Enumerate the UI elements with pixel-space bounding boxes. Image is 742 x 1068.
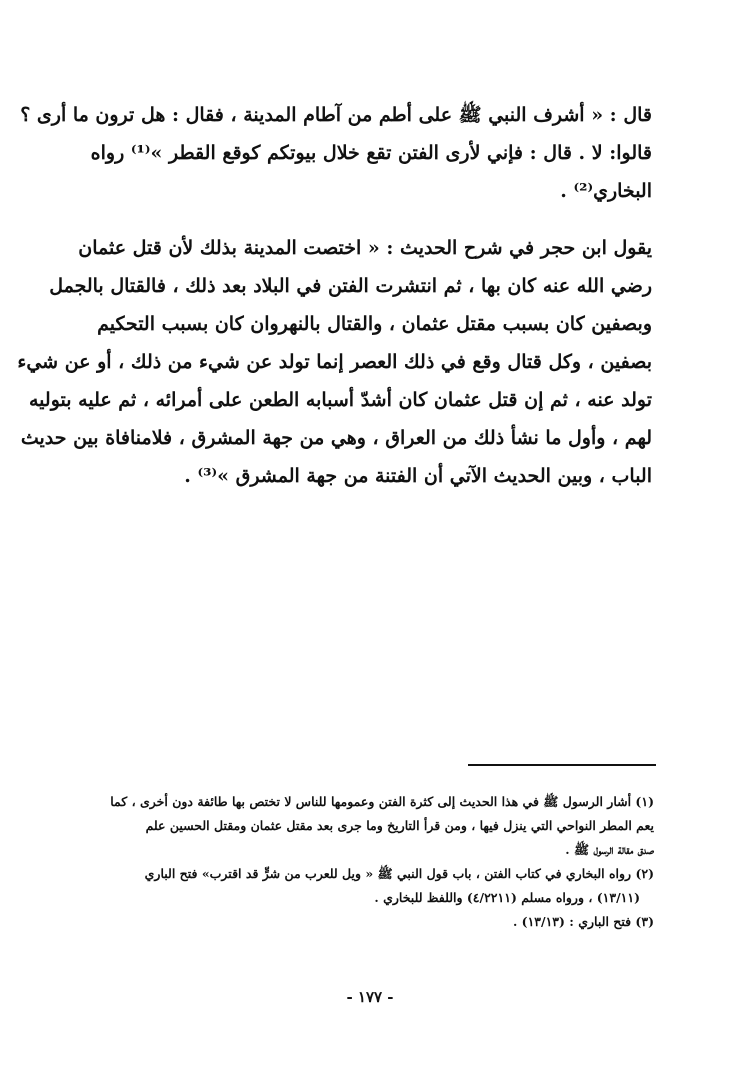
text-line: وبصفين كان بسبب مقتل عثمان ، والقتال بالنهروان كان بسبب التحكيم [97, 313, 652, 335]
paragraph-ibn-hajar-commentary [17, 229, 652, 495]
text-line: الباب ، وبين الحديث الآتي أن الفتنة من جهة المشرق »⁽³⁾ . [184, 465, 652, 487]
footnote-line: (١٣/١١) ، ورواه مسلم (٤/٢٢١١) واللفظ للبخاري . [374, 890, 640, 905]
footnote-line: صدق مقالة الرسول ﷺ . [565, 842, 654, 857]
text-line: يقول ابن حجر في شرح الحديث : « اختصت المدينة بذلك لأن قتل عثمان [78, 237, 652, 259]
footnote-line: يعم المطر النواحي التي ينزل فيها ، ومن قرأ التاريخ وما جرى بعد مقتل عثمان ومقتل الحسين علم [145, 818, 654, 833]
text-line: قالوا: لا . قال : فإني لأرى الفتن تقع خلال بيوتكم كوقع القطر »⁽¹⁾ رواه [90, 142, 652, 164]
text-line: البخاري⁽²⁾ . [560, 180, 652, 202]
text-line: قال : « أشرف النبي ﷺ على أطم من آطام المدينة ، فقال : هل ترون ما أرى ؟ [20, 104, 652, 126]
text-line: رضي الله عنه كان بها ، ثم انتشرت الفتن في البلاد بعد ذلك ، فالقتال بالجمل [49, 275, 652, 297]
footnote-separator [468, 764, 656, 766]
footnote-line: (٣) فتح الباري : (١٣/١٣) . [512, 914, 654, 929]
footnote-line: (٢) رواه البخاري في كتاب الفتن ، باب قول النبي ﷺ « ويل للعرب من شرٍّ قد اقترب» فتح الباري [144, 866, 654, 881]
footnotes [92, 790, 654, 934]
page-number: - ١٧٧ - [346, 988, 394, 1006]
text-line: لهم ، وأول ما نشأ ذلك من العراق ، وهي من جهة المشرق ، فلامنافاة بين حديث [20, 427, 652, 449]
footnote-line: (١) أشار الرسول ﷺ في هذا الحديث إلى كثرة الفتن وعمومها للناس لا تختص بها طائفة دون أخرى ، كما [110, 794, 654, 809]
paragraph-hadith [20, 96, 652, 210]
text-line: تولد عنه ، ثم إن قتل عثمان كان أشدّ أسبابه الطعن على أمرائه ، ثم عليه بتوليه [28, 389, 652, 411]
text-line: بصفين ، وكل قتال وقع في ذلك العصر إنما تولد عن شيء من ذلك ، أو عن شيء [17, 351, 652, 373]
